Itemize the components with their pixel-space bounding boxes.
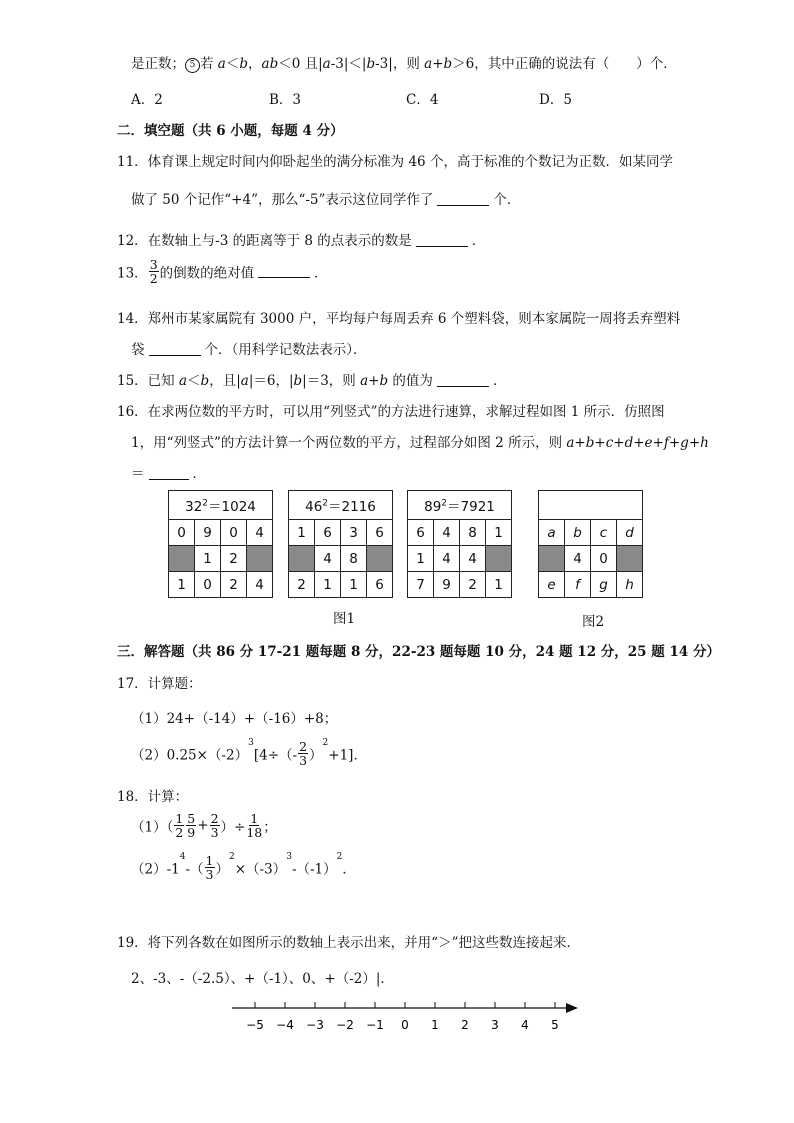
q19-numbers: 2、-3、-（-2.5）、+（-1）、0、+（-2）|．	[131, 971, 394, 987]
cell: d	[617, 520, 643, 546]
section3-title: 三．解答题（共 86 分 17-21 题每题 8 分，22-23 题每题 10 分，24 题 12 分，25 题 14 分）	[117, 644, 720, 660]
q18-part1: （1）（ $\frac{1}{2}$ $\frac{5}{9}$ + $\frac{2}{3}$ ）÷ $\frac{1}{18}$ ；	[131, 811, 277, 840]
q18-part2: $(2)-1^4-$（ $\frac{1}{3}$ ）$^2\times(-3)^3-(-1)^2$．	[131, 852, 356, 882]
table-header: $89^2=7921$	[408, 491, 512, 520]
q17-title: 17．计算题：	[117, 676, 202, 692]
answer-blank	[437, 193, 489, 206]
q11-line2: 做了 50 个记作“+4”，那么“-5”表示这位同学作了 个．	[131, 192, 521, 208]
figure1-label: 图1	[333, 611, 356, 627]
axis-tick-label: 4	[521, 1018, 529, 1032]
q10-tail: 是正数； 5 若 a＜b，ab＜0 且|a-3|＜|b-3|，则 a+b＞6，其中正确的说法有（ ）个．	[131, 56, 677, 72]
cell: a	[539, 520, 565, 546]
q17-part1: （1）24+（-14）+（-16）+8；	[131, 711, 338, 727]
answer-blank	[258, 265, 310, 278]
q10-option-b: B．3	[269, 92, 302, 108]
number-line	[228, 998, 588, 1038]
axis-tick-label: 0	[401, 1018, 409, 1032]
shaded-cell	[617, 546, 643, 572]
axis-tick-label: −2	[336, 1018, 354, 1032]
q18-title: 18．计算：	[117, 789, 189, 805]
answer-blank	[437, 374, 489, 387]
cell: 2	[289, 572, 315, 598]
cell: 1	[341, 572, 367, 598]
cell: 6	[315, 520, 341, 546]
cell: 4	[247, 520, 273, 546]
table-header-empty	[539, 491, 643, 520]
cell: 2	[221, 546, 247, 572]
q11-line1: 11．体育课上规定时间内仰卧起坐的满分标准为 46 个，高于标准的个数记为正数．如某同学	[117, 154, 673, 170]
cell: b	[565, 520, 591, 546]
cell: h	[617, 572, 643, 598]
figure1-table-46	[288, 490, 393, 598]
cell: 2	[460, 572, 486, 598]
cell: 8	[341, 546, 367, 572]
cell: 1	[289, 520, 315, 546]
cell: 6	[408, 520, 434, 546]
q16-line2: 1，用“列竖式”的方法计算一个两位数的平方，过程部分如图 2 所示，则 a+b+c+d+e+f+g+h	[131, 435, 709, 451]
answer-blank	[149, 343, 201, 356]
shaded-cell	[289, 546, 315, 572]
cell: 0	[221, 520, 247, 546]
fraction: $\frac{3}{2}$	[149, 257, 158, 286]
cell: 1	[408, 546, 434, 572]
table-header: $32^2=1024$	[169, 491, 273, 520]
q19-title: 19．将下列各数在如图所示的数轴上表示出来，并用“＞”把这些数连接起来．	[117, 935, 580, 951]
cell: 4	[434, 546, 460, 572]
q15: 15．已知 a＜b，且|a|＝6，|b|＝3，则 a+b 的值为 ．	[117, 373, 507, 389]
cell: c	[591, 520, 617, 546]
cell: 9	[434, 572, 460, 598]
arrow-head-icon	[566, 1003, 578, 1013]
cell: 0	[169, 520, 195, 546]
cell: 4	[315, 546, 341, 572]
q10-option-d: D．5	[539, 92, 572, 108]
cell: 4	[565, 546, 591, 572]
q16-line3: ＝ ．	[131, 466, 206, 482]
section2-title: 二．填空题（共 6 小题，每题 4 分）	[117, 123, 344, 139]
cell: 7	[408, 572, 434, 598]
q10-option-c: C．4	[406, 92, 439, 108]
cell: e	[539, 572, 565, 598]
q14-line2: 袋 个．（用科学记数法表示）．	[131, 342, 367, 358]
cell: 8	[460, 520, 486, 546]
figure2-label: 图2	[582, 614, 605, 630]
q13: 13． $\frac{3}{2}$ 的倒数的绝对值 ．	[117, 257, 328, 286]
axis-tick-label: 1	[431, 1018, 439, 1032]
q10-option-a: A．2	[131, 92, 163, 108]
answer-blank	[416, 234, 468, 247]
axis-tick-label: 2	[461, 1018, 469, 1032]
table-header: $46^2=2116$	[289, 491, 393, 520]
q16-line1: 16．在求两位数的平方时，可以用“列竖式”的方法进行速算，求解过程如图 1 所示．仿照图	[117, 404, 665, 420]
cell: 6	[367, 572, 393, 598]
axis-tick-label: −4	[276, 1018, 294, 1032]
answer-blank	[149, 467, 189, 480]
cell: g	[591, 572, 617, 598]
cell: 2	[221, 572, 247, 598]
cell: 1	[315, 572, 341, 598]
q12: 12．在数轴上与-3 的距离等于 8 的点表示的数是 ．	[117, 233, 486, 249]
cell: 3	[341, 520, 367, 546]
cell: 4	[247, 572, 273, 598]
axis-tick-label: −3	[306, 1018, 324, 1032]
axis-tick-label: −1	[366, 1018, 384, 1032]
cell: 4	[460, 546, 486, 572]
shaded-cell	[247, 546, 273, 572]
cell: 1	[169, 572, 195, 598]
cell: f	[565, 572, 591, 598]
shaded-cell	[367, 546, 393, 572]
cell: 1	[486, 572, 512, 598]
cell: 0	[195, 572, 221, 598]
fraction: $\frac{2}{3}$	[299, 739, 308, 768]
shaded-cell	[486, 546, 512, 572]
q14-line1: 14．郑州市某家属院有 3000 户，平均每户每周丢弃 6 个塑料袋，则本家属院一周将丢弃塑料	[117, 311, 681, 327]
q17-part2: $(2)0.25\times(-2)^3[4\div(-$ $\frac{2}{3}$ ）$^2$+1]．	[131, 738, 367, 768]
figure1-table-32	[168, 490, 273, 598]
cell: 4	[434, 520, 460, 546]
axis-tick-label: 5	[551, 1018, 559, 1032]
shaded-cell	[539, 546, 565, 572]
shaded-cell	[169, 546, 195, 572]
cell: 1	[486, 520, 512, 546]
axis-tick-label: −5	[246, 1018, 264, 1032]
cell: 1	[195, 546, 221, 572]
cell: 9	[195, 520, 221, 546]
axis-tick-label: 3	[491, 1018, 499, 1032]
figure1-table-89	[407, 490, 512, 598]
cell: 6	[367, 520, 393, 546]
figure2-table	[538, 490, 643, 598]
cell: 0	[591, 546, 617, 572]
